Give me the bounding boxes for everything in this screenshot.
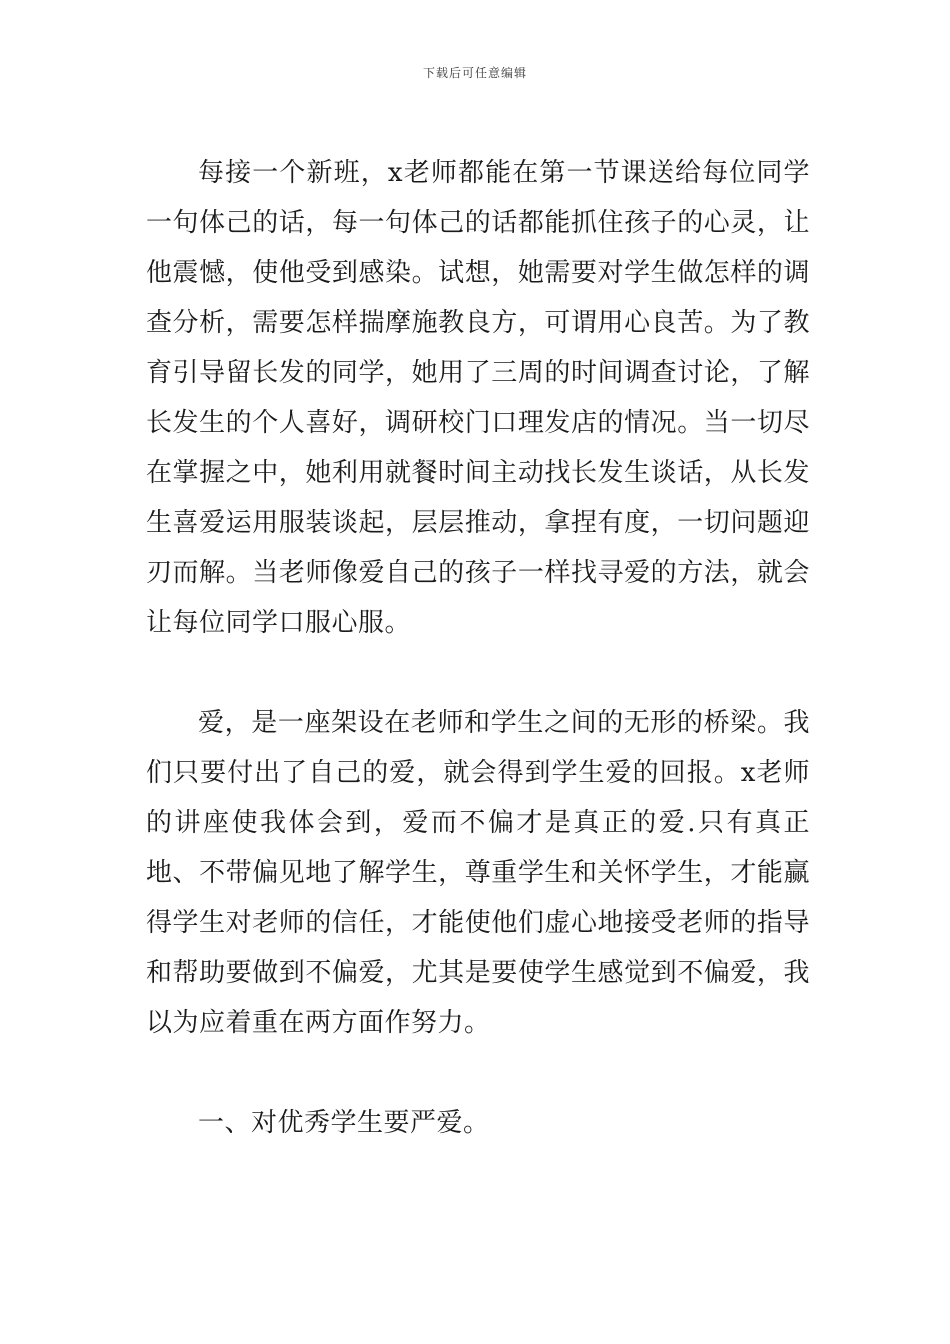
paragraph-2: 爱，是一座架设在老师和学生之间的无形的桥梁。我们只要付出了自己的爱，就会得到学生爱的回报。x老师的讲座使我体会到，爱而不偏才是真正的爱.只有真正地、不带偏见地了解学生，尊重学生和关怀学生，才能赢得学生对老师的信任，才能使他们虚心地接受老师的指导和帮助要做到不偏爱，尤其是要使学生感觉到不偏爱，我以为应着重在两方面作努力。 <box>146 708 810 1038</box>
paragraph-1: 每接一个新班，x老师都能在第一节课送给每位同学一句体己的话，每一句体己的话都能抓住孩子的心灵，让他震憾，使他受到感染。试想，她需要对学生做怎样的调查分析，需要怎样揣摩施教良方，可谓用心良苦。为了教育引导留长发的同学，她用了三周的时间调查讨论，了解长发生的个人喜好，调研校门口理发店的情况。当一切尽在掌握之中，她利用就餐时间主动找长发生谈话，从长发生喜爱运用服装谈起，层层推动，拿捏有度，一切问题迎刃而解。当老师像爱自己的孩子一样找寻爱的方法，就会让每位同学口服心服。 <box>146 158 810 638</box>
header-note: 下载后可任意编辑 <box>422 66 527 80</box>
document-body <box>146 148 810 1148</box>
section-heading: 一、对优秀学生要严爱。 <box>198 1108 490 1138</box>
